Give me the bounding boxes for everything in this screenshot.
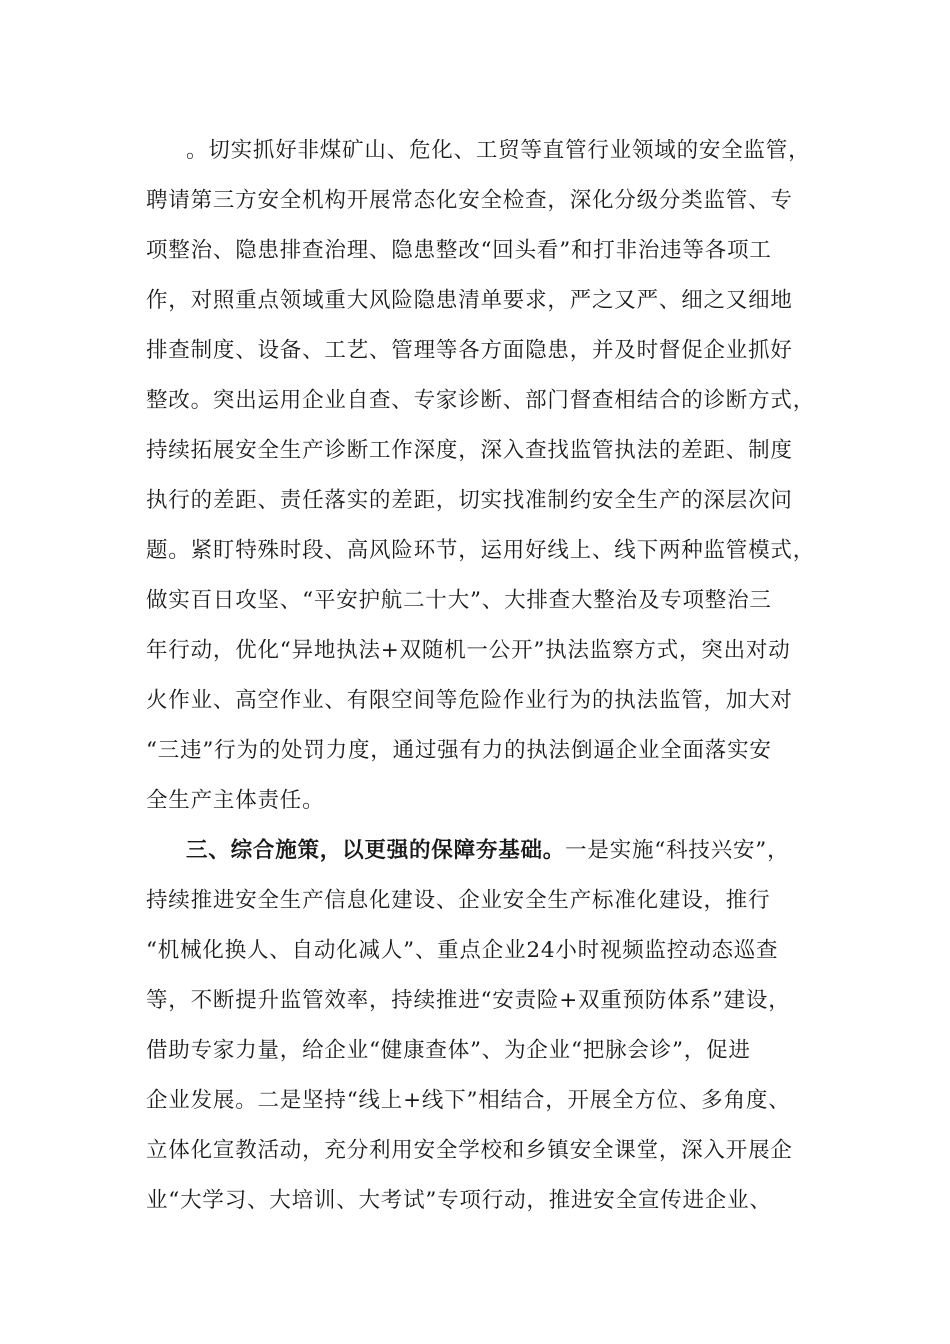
paragraph-line: “三违”行为的处罚力度，通过强有力的执法倒逼企业全面落实安 [146,738,772,763]
paragraph-line: 全生产主体责任。 [146,788,325,813]
paragraph-line: 聘请第三方安全机构开展常态化安全检查，深化分级分类监管、专 [146,188,793,213]
paragraph-comprehensive-measures [146,826,806,1226]
paragraph-line: 火作业、高空作业、有限空间等危险作业行为的执法监管，加大对 [146,688,793,713]
paragraph-line: 作，对照重点领域重大风险隐患清单要求，严之又严、细之又细地 [146,288,793,313]
paragraph-line: 整改。突出运用企业自查、专家诊断、部门督查相结合的诊断方式， [146,388,816,413]
paragraph-line: 持续拓展安全生产诊断工作深度，深入查找监管执法的差距、制度 [146,438,793,463]
paragraph-line: 业“大学习、大培训、大考试”专项行动，推进安全宣传进企业、 [146,1188,772,1213]
paragraph-line: 题。紧盯特殊时段、高风险环节，运用好线上、线下两种监管模式， [146,538,816,563]
paragraph-line: 等，不断提升监管效率，持续推进“安责险+双重预防体系”建设， [146,988,791,1013]
paragraph-line: “机械化换人、自动化减人”、重点企业24小时视频监控动态巡查 [146,938,779,963]
section-heading: 三、综合施策，以更强的保障夯基础。 [186,838,566,863]
paragraph-line: 做实百日攻坚、“平安护航二十大”、大排查大整治及专项整治三 [146,588,772,613]
paragraph-line: 年行动，优化“异地执法+双随机一公开”执法监察方式，突出对动 [146,638,791,663]
paragraph-line: 三、综合施策，以更强的保障夯基础。一是实施“科技兴安”， [186,838,790,863]
paragraph-line: 企业发展。二是坚持“线上+线下”相结合，开展全方位、多角度、 [146,1088,791,1113]
paragraph-line: 排查制度、设备、工艺、管理等各方面隐患，并及时督促企业抓好 [146,338,793,363]
paragraph-line: 项整治、隐患排查治理、隐患整改“回头看”和打非治违等各项工 [146,238,772,263]
paragraph-safety-supervision [146,126,816,826]
paragraph-line: 立体化宣教活动，充分利用安全学校和乡镇安全课堂，深入开展企 [146,1138,793,1163]
paragraph-line: 。切实抓好非煤矿山、危化、工贸等直管行业领域的安全监管， [186,138,811,163]
paragraph-line: 借助专家力量，给企业“健康查体”、为企业“把脉会诊”，促进 [146,1038,751,1063]
paragraph-line: 执行的差距、责任落实的差距，切实找准制约安全生产的深层次问 [146,488,793,513]
paragraph-line: 持续推进安全生产信息化建设、企业安全生产标准化建设，推行 [146,888,771,913]
